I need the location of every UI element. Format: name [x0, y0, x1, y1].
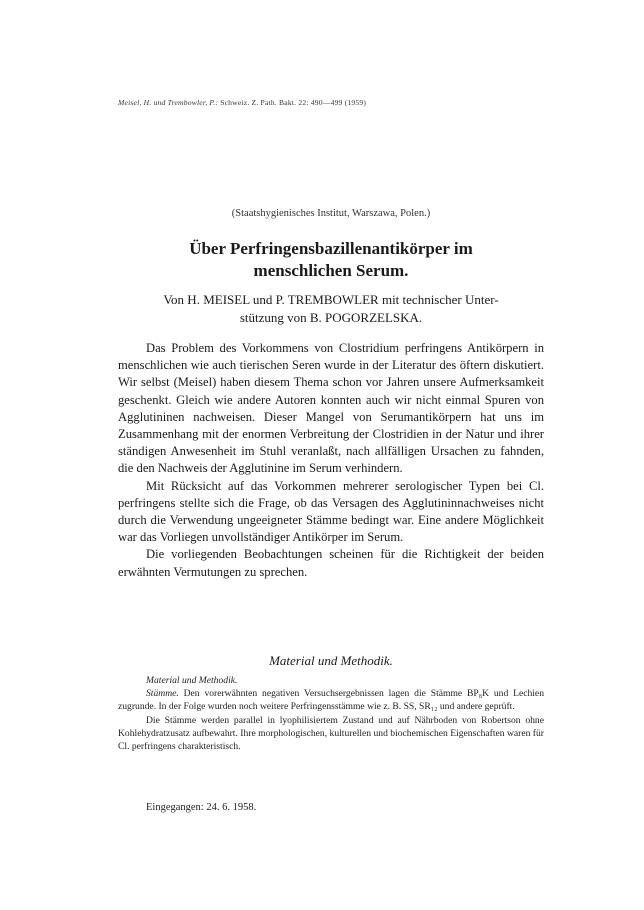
strains-text: Den vorerwähnten negativen Versuchsergebnissen lagen die Stämme BP₈K und Lechien zugrunde. In der Folge wurden noch weitere Perfringensstämme wie z. B. SS, SR₁₂ und andere geprüft.	[118, 688, 544, 713]
methods-subheading: Material und Methodik.	[146, 675, 238, 686]
paragraph-3: Die vorliegenden Beobachtungen scheinen für die Richtigkeit der beiden erwähnten Vermutungen zu sprechen.	[118, 547, 544, 579]
received-date: Eingegangen: 24. 6. 1958.	[146, 802, 257, 813]
methods-text	[118, 674, 544, 753]
institute-line: (Staatshygienisches Institut, Warszawa, Polen.)	[231, 208, 431, 219]
title-line-2: menschlichen Serum.	[253, 261, 409, 280]
strains-paragraph	[118, 687, 544, 713]
article-title	[118, 238, 544, 282]
storage-paragraph: Die Stämme werden parallel in lyophilisiertem Zustand und auf Nährboden von Robertson ohne Kohlehydratzusatz aufbewahrt. Ihre morphologischen, kulturellen und biochemischen Eigenschaften waren für Cl. perfringens charakteristisch.	[118, 714, 544, 753]
authors-line-2: stützung von B. POGORZELSKA.	[239, 310, 423, 325]
authors-line-1: Von H. MEISEL und P. TREMBOWLER mit technischer Unter-	[163, 292, 499, 307]
citation-journal: Schweiz. Z. Path. Bakt. 22: 490—499 (1959)	[220, 98, 367, 107]
strains-label: Stämme.	[146, 688, 179, 700]
body-text	[118, 340, 544, 581]
paragraph-2: Mit Rücksicht auf das Vorkommen mehrerer serologischer Typen bei Cl. perfringens stellte sich die Frage, ob das Versagen des Agglutininnachweises nicht durch die Verwendung ungeeigneter Stämme bedingt war. Eine andere Möglichkeit war das Vorliegen unvollständiger Antikörper im Serum.	[118, 478, 544, 545]
citation-authors: Meisel, H. und Trembowler, P.:	[118, 98, 219, 107]
citation-header	[118, 98, 538, 107]
section-heading: Material und Methodik.	[269, 653, 393, 668]
title-line-1: Über Perfringensbazillenantikörper im	[189, 239, 473, 258]
authors-block	[118, 291, 544, 327]
paragraph-1: Das Problem des Vorkommens von Clostridium perfringens Antikörpern in menschlichen wie auch tierischen Seren wurde in der Literatur des öftern diskutiert. Wir selbst (Meisel) haben diesem Thema schon vor Jahren unsere Aufmerksamkeit geschenkt. Gleich wie andere Autoren konnten auch wir nicht einmal Spuren von Agglutininen nachweisen. Dieser Mangel von Serumantikörpern hat uns im Zusammenhang mit der enormen Verbreitung der Clostridien in der Natur und ihrer ständigen Anwesenheit im Stuhl veranlaßt, nach allfälligen Ursachen zu fahnden, die den Nachweis der Agglutinine im Serum verhindern.	[118, 341, 544, 476]
